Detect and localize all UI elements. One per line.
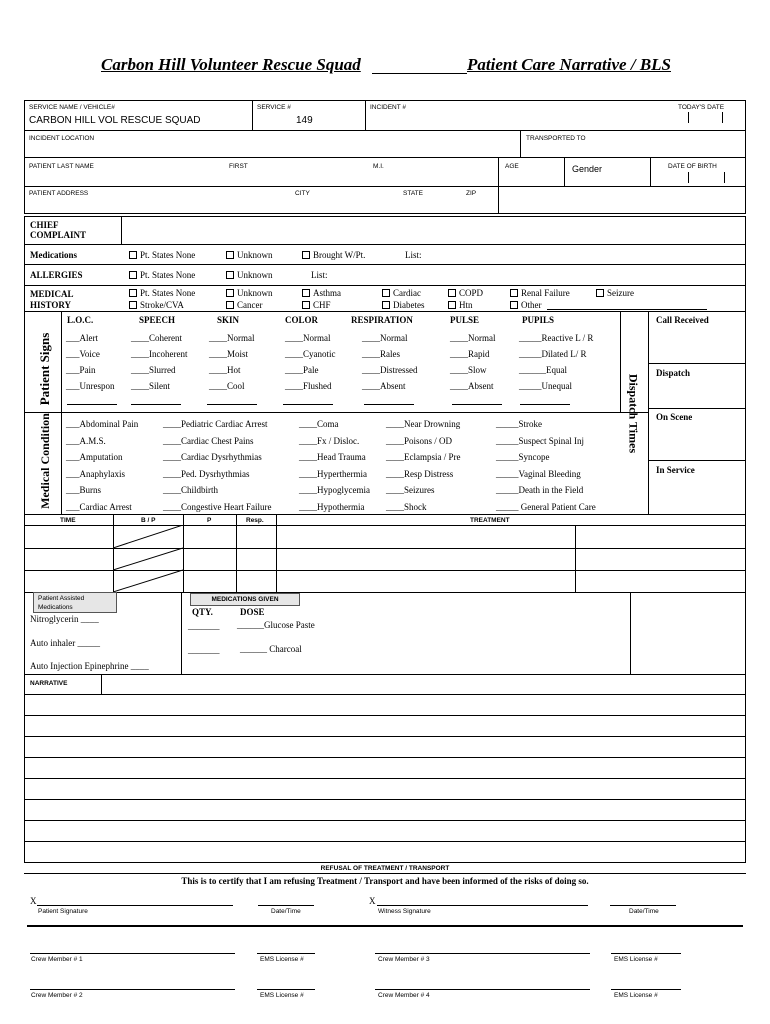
allergies-label: ALLERGIES	[30, 270, 83, 280]
checkbox-icon	[129, 301, 137, 309]
history-unknown-option[interactable]: Unknown	[226, 288, 273, 298]
epinephrine-field[interactable]: Auto Injection Epinephrine ____	[30, 661, 149, 671]
patient-signature-line[interactable]	[37, 905, 233, 906]
condition-col-3[interactable]: ____Coma ____Fx / Disloc. ____Head Trauma ____Hyperthermia ____Hypoglycemia ____Hypothermia	[299, 419, 370, 512]
ems-license-3-label: EMS License #	[614, 956, 658, 963]
crew-member-1-label: Crew Member # 1	[31, 956, 83, 963]
checkbox-icon	[302, 251, 310, 259]
dob-label: DATE OF BIRTH	[668, 163, 717, 170]
checkbox-icon	[226, 251, 234, 259]
medications-brought-option[interactable]: Brought W/Pt.	[302, 250, 365, 260]
refusal-title: REFUSAL OF TREATMENT / TRANSPORT	[320, 865, 450, 872]
service-number-field[interactable]: 149	[296, 115, 313, 126]
speech-header: SPEECH	[139, 315, 176, 325]
license2-line[interactable]	[257, 989, 315, 990]
pulse-options[interactable]: ____Normal ____Rapid ____Slow ____Absent	[450, 333, 496, 391]
todays-date-label: TODAY'S DATE	[678, 104, 725, 111]
auto-inhaler-field[interactable]: Auto inhaler _____	[30, 638, 100, 648]
checkbox-icon	[448, 289, 456, 297]
witness-signature-label: Witness Signature	[378, 908, 431, 915]
glucose-paste-field[interactable]: ______Glucose Paste	[237, 620, 315, 630]
patient-date-line[interactable]	[258, 905, 314, 906]
checkbox-icon	[129, 289, 137, 297]
history-stroke-option[interactable]: Stroke/CVA	[129, 300, 184, 310]
middle-initial-label: M.I.	[373, 163, 384, 170]
nitroglycerin-field[interactable]: Nitroglycerin ____	[30, 614, 99, 624]
checkbox-icon	[382, 301, 390, 309]
allergies-none-option[interactable]: Pt. States None	[129, 270, 195, 280]
respiration-options[interactable]: ____Normal ____Rales ____Distressed ____Absent	[362, 333, 418, 391]
condition-col-5[interactable]: _____Stroke _____Suspect Spinal Inj _____Syncope _____Vaginal Bleeding _____Death in the Field _____ General Patient Care	[496, 419, 596, 512]
refusal-statement: This is to certify that I am refusing Treatment / Transport and have been informed of the risks of doing so.	[181, 876, 589, 886]
pupils-header: PUPILS	[522, 315, 555, 325]
narrative-label: NARRATIVE	[30, 680, 68, 687]
dispatch-label: Dispatch	[656, 368, 691, 378]
patient-signs-side-label: Patient Signs	[37, 332, 52, 406]
skin-options[interactable]: ____Normal ____Moist ____Hot ____Cool	[209, 333, 255, 391]
medical-history-label: MEDICAL HISTORY	[30, 289, 74, 310]
call-received-label: Call Received	[656, 315, 709, 325]
on-scene-label: On Scene	[656, 412, 693, 422]
patient-signature-x: X	[30, 896, 37, 906]
glucose-qty-field[interactable]: _______	[188, 621, 220, 631]
dose-header: DOSE	[240, 607, 265, 617]
city-label: CITY	[295, 190, 310, 197]
history-htn-option[interactable]: Htn	[448, 300, 473, 310]
crew3-line[interactable]	[375, 953, 590, 954]
history-none-option[interactable]: Pt. States None	[129, 288, 195, 298]
pupils-options[interactable]: _____Reactive L / R _____Dilated L/ R ______Equal _____Unequal	[519, 333, 594, 391]
witness-datetime-label: Date/Time	[629, 908, 659, 915]
chief-complaint-label: CHIEF COMPLAINT	[30, 220, 86, 240]
medications-given-label: MEDICATIONS GIVEN	[190, 593, 300, 606]
allergies-list-label: List:	[311, 270, 328, 280]
speech-options[interactable]: ____Coherent ____Incoherent ____Slurred ____Silent	[131, 333, 188, 391]
history-seizure-option[interactable]: Seizure	[596, 288, 634, 298]
narrative-area[interactable]	[24, 674, 746, 862]
in-service-label: In Service	[656, 465, 695, 475]
checkbox-icon	[226, 271, 234, 279]
last-name-label: PATIENT LAST NAME	[29, 163, 94, 170]
first-name-label: FIRST	[229, 163, 248, 170]
patient-datetime-label: Date/Time	[271, 908, 301, 915]
service-number-label: SERVICE #	[257, 104, 291, 111]
address-label: PATIENT ADDRESS	[29, 190, 89, 197]
bp-header: B / P	[141, 517, 156, 524]
checkbox-icon	[382, 289, 390, 297]
crew4-line[interactable]	[375, 989, 590, 990]
witness-signature-line[interactable]	[377, 905, 588, 906]
crew2-line[interactable]	[30, 989, 235, 990]
history-asthma-option[interactable]: Asthma	[302, 288, 341, 298]
checkbox-icon	[596, 289, 604, 297]
crew-member-4-label: Crew Member # 4	[378, 992, 430, 999]
header-underline	[372, 73, 467, 74]
resp-header: Resp.	[246, 517, 264, 524]
checkbox-icon	[226, 301, 234, 309]
time-header: TIME	[60, 517, 76, 524]
qty-header: QTY.	[192, 607, 213, 617]
license3-line[interactable]	[611, 953, 681, 954]
age-label: AGE	[505, 163, 519, 170]
witness-signature-x: X	[369, 896, 376, 906]
license1-line[interactable]	[257, 953, 315, 954]
color-options[interactable]: ____Normal ____Cyanotic ____Pale ____Flushed	[285, 333, 336, 391]
medications-none-option[interactable]: Pt. States None	[129, 250, 195, 260]
history-cancer-option[interactable]: Cancer	[226, 300, 262, 310]
condition-col-1[interactable]: ___Abdominal Pain ___A.M.S. ___Amputation ___Anaphylaxis ___Burns ___Cardiac Arrest	[66, 419, 139, 512]
charcoal-qty-field[interactable]: _______	[188, 645, 220, 655]
patient-assisted-meds-label: Patient Assisted Medications	[33, 592, 117, 613]
checkbox-icon	[226, 289, 234, 297]
incident-number-label: INCIDENT #	[370, 104, 406, 111]
color-header: COLOR	[285, 315, 319, 325]
checkbox-icon	[129, 271, 137, 279]
history-renal-option[interactable]: Renal Failure	[510, 288, 570, 298]
zip-label: ZIP	[466, 190, 477, 197]
medications-list-label: List:	[405, 250, 422, 260]
transported-to-label: TRANSPORTED TO	[526, 135, 586, 142]
form-title: Patient Care Narrative / BLS	[467, 55, 671, 74]
checkbox-icon	[510, 289, 518, 297]
crew-member-3-label: Crew Member # 3	[378, 956, 430, 963]
license4-line[interactable]	[611, 989, 681, 990]
gender-label: Gender	[572, 164, 603, 174]
pulse-vital-header: P	[207, 517, 212, 524]
pulse-header: PULSE	[450, 315, 480, 325]
respiration-header: RESPIRATION	[351, 315, 413, 325]
checkbox-icon	[302, 301, 310, 309]
patient-signature-label: Patient Signature	[38, 908, 88, 915]
medications-label: Medications	[30, 250, 77, 260]
checkbox-icon	[448, 301, 456, 309]
history-other-option[interactable]: Other	[510, 300, 542, 310]
squad-name: Carbon Hill Volunteer Rescue Squad	[101, 55, 361, 74]
loc-header: L.O.C.	[67, 315, 94, 325]
dispatch-times-side-label: Dispatch Times	[626, 373, 641, 454]
history-copd-option[interactable]: COPD	[448, 288, 483, 298]
allergies-unknown-option[interactable]: Unknown	[226, 270, 273, 280]
state-label: STATE	[403, 190, 423, 197]
checkbox-icon	[129, 251, 137, 259]
medical-condition-side-label: Medical Condition	[38, 413, 52, 509]
skin-header: SKIN	[217, 315, 240, 325]
service-name-field[interactable]: CARBON HILL VOL RESCUE SQUAD	[29, 115, 201, 126]
ems-license-2-label: EMS License #	[260, 992, 304, 999]
crew1-line[interactable]	[30, 953, 235, 954]
treatment-header: TREATMENT	[470, 517, 510, 524]
ems-license-4-label: EMS License #	[614, 992, 658, 999]
condition-col-4[interactable]: ____Near Drowning ____Poisons / OD ____Eclampsia / Pre ____Resp Distress ____Seizures ____Shock	[386, 419, 461, 512]
condition-col-2[interactable]: ____Pediatric Cardiac Arrest ____Cardiac Chest Pains ____Cardiac Dysrhythmias ____Ped. Dysrhythmias ____Childbirth ____Congestive Heart Failure	[163, 419, 272, 512]
checkbox-icon	[510, 301, 518, 309]
crew-member-2-label: Crew Member # 2	[31, 992, 83, 999]
history-cardiac-option[interactable]: Cardiac	[382, 288, 421, 298]
history-diabetes-option[interactable]: Diabetes	[382, 300, 425, 310]
ems-license-1-label: EMS License #	[260, 956, 304, 963]
checkbox-icon	[302, 289, 310, 297]
loc-options[interactable]: ___Alert ___Voice ___Pain ___Unrespon	[66, 333, 115, 391]
witness-date-line[interactable]	[610, 905, 676, 906]
medications-unknown-option[interactable]: Unknown	[226, 250, 273, 260]
bp-diagonal-lines	[113, 525, 183, 592]
incident-location-label: INCIDENT LOCATION	[29, 135, 95, 142]
charcoal-field[interactable]: ______ Charcoal	[240, 644, 302, 654]
history-chf-option[interactable]: CHF	[302, 300, 331, 310]
service-name-label: SERVICE NAME / VEHICLE#	[29, 104, 115, 111]
